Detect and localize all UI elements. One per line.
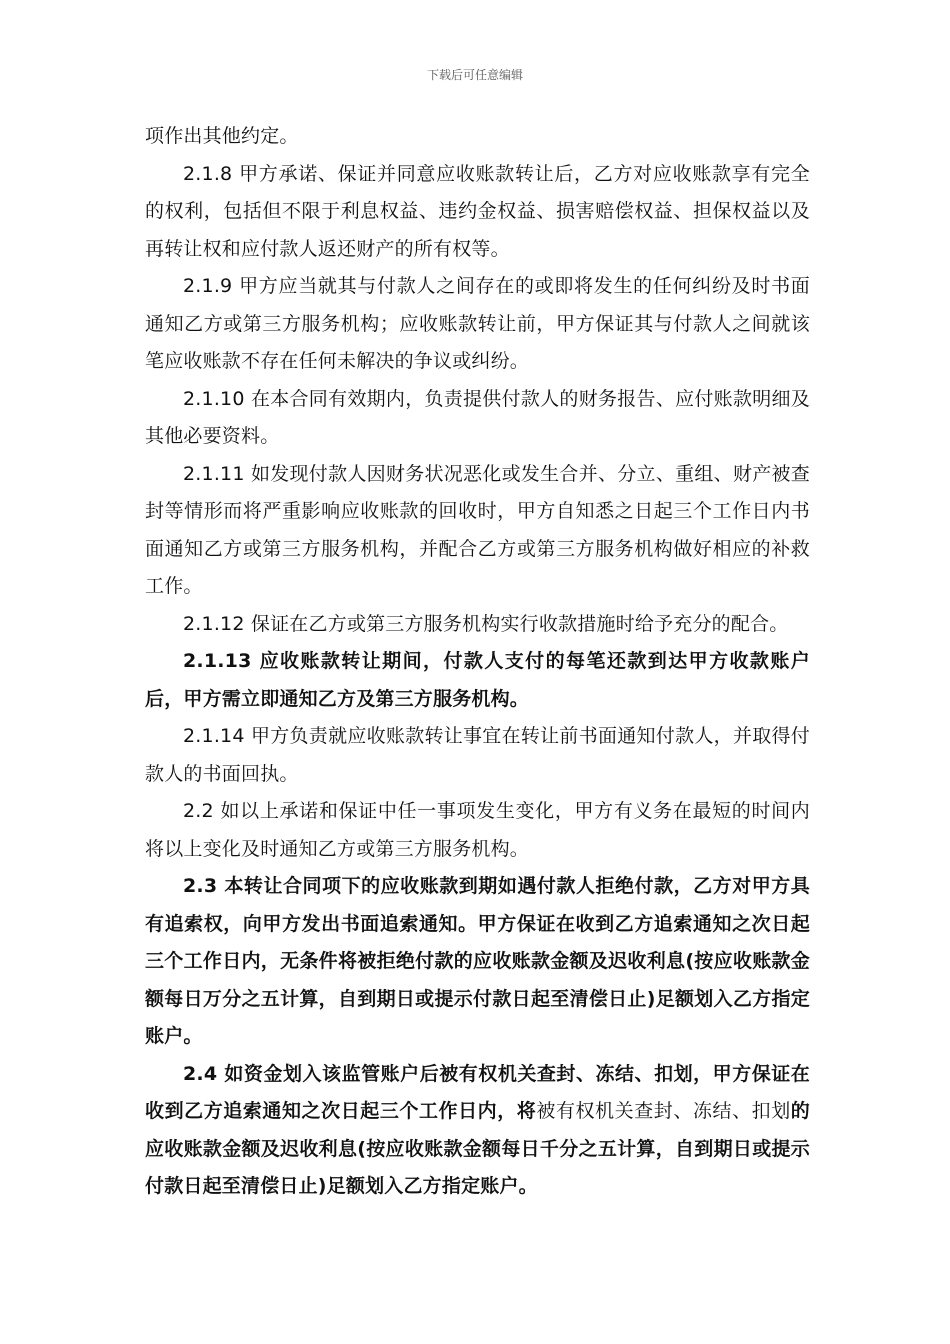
clause-2-1-12: 2.1.12 保证在乙方或第三方服务机构实行收款措施时给予充分的配合。 [183,612,789,635]
clause-2-3: 2.3 本转让合同项下的应收账款到期如遇付款人拒绝付款，乙方对甲方具有追索权，向甲方发出书面追索通知。甲方保证在收到乙方追索通知之次日起三个工作日内，无条件将被拒绝付款的应收账款金额及迟收利息(按应收账款金额每日万分之五计算，自到期日或提示付款日起至清偿日止)足额划入乙方指定账户。 [145,875,810,1047]
clause-2-4 [145,1056,810,1206]
document-body [145,118,810,1206]
clause-2-2: 2.2 如以上承诺和保证中任一事项发生变化，甲方有义务在最短的时间内将以上变化及时通知乙方或第三方服务机构。 [145,800,810,860]
clause-2-4-part-c: 的应收账款金额及迟收利息(按应收账款金额每日千分之五计算，自到期日或提示付款日起至清偿日止)足额划入乙方指定账户。 [145,1100,810,1197]
clause-2-1-11: 2.1.11 如发现付款人因财务状况恶化或发生合并、分立、重组、财产被查封等情形而将严重影响应收账款的回收时，甲方自知悉之日起三个工作日内书面通知乙方或第三方服务机构，并配合乙方或第三方服务机构做好相应的补救工作。 [145,462,810,597]
clause-2-1-9: 2.1.9 甲方应当就其与付款人之间存在的或即将发生的任何纠纷及时书面通知乙方或第三方服务机构；应收账款转让前，甲方保证其与付款人之间就该笔应收账款不存在任何未解决的争议或纠纷。 [145,275,810,372]
paragraph-continuation: 项作出其他约定。 [145,125,299,147]
clause-2-1-8: 2.1.8 甲方承诺、保证并同意应收账款转让后，乙方对应收账款享有完全的权利，包括但不限于利息权益、违约金权益、损害赔偿权益、担保权益以及再转让权和应付款人返还财产的所有权等。 [145,162,810,260]
clause-2-1-13: 2.1.13 应收账款转让期间，付款人支付的每笔还款到达甲方收款账户后，甲方需立即通知乙方及第三方服务机构。 [145,650,810,710]
clause-2-4-part-a: 2.4 如资金划入该监管账户后被有权机关查封、冻结、扣划，甲方保证在收到乙方追索通知之次日起三个工作日内，将 [145,1062,810,1122]
clause-2-4-part-b: 被有权机关查封、冻结、扣划 [536,1100,791,1122]
clause-2-1-14: 2.1.14 甲方负责就应收账款转让事宜在转让前书面通知付款人，并取得付款人的书面回执。 [145,725,810,785]
page-header: 下载后可任意编辑 [426,68,523,82]
clause-2-1-10: 2.1.10 在本合同有效期内，负责提供付款人的财务报告、应付账款明细及其他必要资料。 [145,387,810,447]
